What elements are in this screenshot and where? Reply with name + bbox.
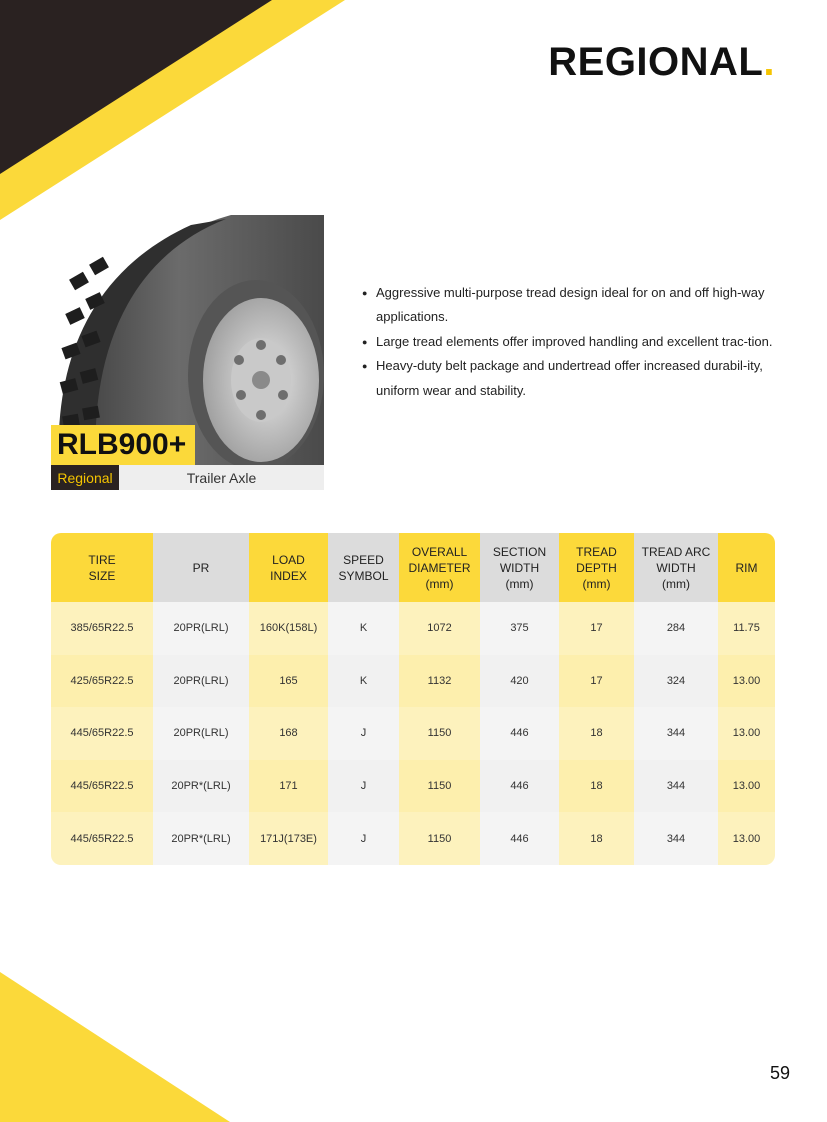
cell-overall-diameter: 1150 <box>399 812 480 865</box>
cell-tread-arc-width: 284 <box>634 602 718 655</box>
cell-load-index: 160K(158L) <box>249 602 328 655</box>
header-section-width: SECTION WIDTH (mm) <box>480 533 559 602</box>
cell-overall-diameter: 1150 <box>399 760 480 813</box>
corner-decoration-top <box>0 0 345 220</box>
product-category-strip <box>51 465 324 490</box>
cell-tread-arc-width: 324 <box>634 655 718 708</box>
table-row <box>51 760 775 813</box>
table-header-row <box>51 533 775 602</box>
cell-load-index: 165 <box>249 655 328 708</box>
cell-load-index: 171J(173E) <box>249 812 328 865</box>
header-speed-symbol: SPEED SYMBOL <box>328 533 399 602</box>
header-tire-size: TIRE SIZE <box>51 533 153 602</box>
corner-decoration-bottom <box>0 972 230 1122</box>
cell-speed-symbol: J <box>328 760 399 813</box>
cell-speed-symbol: J <box>328 812 399 865</box>
table-row <box>51 655 775 708</box>
cell-tire-size: 425/65R22.5 <box>51 655 153 708</box>
cell-rim: 13.00 <box>718 760 775 813</box>
cell-overall-diameter: 1150 <box>399 707 480 760</box>
cell-speed-symbol: K <box>328 655 399 708</box>
cell-tread-depth: 18 <box>559 812 634 865</box>
product-model-badge: RLB900+ <box>51 425 195 465</box>
header-pr: PR <box>153 533 249 602</box>
cell-tread-arc-width: 344 <box>634 707 718 760</box>
cell-tread-arc-width: 344 <box>634 760 718 813</box>
cell-section-width: 446 <box>480 707 559 760</box>
table-row <box>51 707 775 760</box>
cell-tread-depth: 18 <box>559 760 634 813</box>
cell-tread-depth: 17 <box>559 602 634 655</box>
feature-item: ● Heavy-duty belt package and undertread offer increased durabil-ity, uniform wear and stability. <box>362 354 777 403</box>
header-tread-depth: TREAD DEPTH (mm) <box>559 533 634 602</box>
cell-rim: 13.00 <box>718 707 775 760</box>
cell-speed-symbol: J <box>328 707 399 760</box>
spec-table <box>51 533 775 865</box>
page-number: 59 <box>769 1063 790 1083</box>
cell-section-width: 375 <box>480 602 559 655</box>
cell-section-width: 446 <box>480 760 559 813</box>
cell-pr: 20PR(LRL) <box>153 707 249 760</box>
cell-rim: 11.75 <box>718 602 775 655</box>
feature-item: ● Large tread elements offer improved handling and excellent trac-tion. <box>362 330 777 354</box>
cell-section-width: 446 <box>480 812 559 865</box>
cell-rim: 13.00 <box>718 812 775 865</box>
header-load-index: LOAD INDEX <box>249 533 328 602</box>
header-tread-arc-width: TREAD ARC WIDTH (mm) <box>634 533 718 602</box>
feature-list <box>362 281 777 403</box>
category-label: Regional <box>51 465 119 490</box>
cell-tire-size: 445/65R22.5 <box>51 760 153 813</box>
cell-tire-size: 445/65R22.5 <box>51 707 153 760</box>
cell-tread-arc-width: 344 <box>634 812 718 865</box>
cell-pr: 20PR*(LRL) <box>153 760 249 813</box>
cell-load-index: 171 <box>249 760 328 813</box>
cell-tire-size: 385/65R22.5 <box>51 602 153 655</box>
cell-overall-diameter: 1132 <box>399 655 480 708</box>
title-accent-dot: . <box>763 40 775 84</box>
cell-pr: 20PR(LRL) <box>153 602 249 655</box>
cell-tread-depth: 17 <box>559 655 634 708</box>
cell-tire-size: 445/65R22.5 <box>51 812 153 865</box>
page-title: REGIONAL. <box>548 40 775 84</box>
axle-position-label: Trailer Axle <box>186 469 257 486</box>
header-overall-diameter: OVERALL DIAMETER (mm) <box>399 533 480 602</box>
table-row <box>51 602 775 655</box>
cell-speed-symbol: K <box>328 602 399 655</box>
table-row <box>51 812 775 865</box>
cell-pr: 20PR(LRL) <box>153 655 249 708</box>
header-rim: RIM <box>718 533 775 602</box>
cell-overall-diameter: 1072 <box>399 602 480 655</box>
feature-item: ● Aggressive multi-purpose tread design ideal for on and off high-way applications. <box>362 281 777 330</box>
cell-pr: 20PR*(LRL) <box>153 812 249 865</box>
cell-tread-depth: 18 <box>559 707 634 760</box>
cell-section-width: 420 <box>480 655 559 708</box>
cell-rim: 13.00 <box>718 655 775 708</box>
cell-load-index: 168 <box>249 707 328 760</box>
